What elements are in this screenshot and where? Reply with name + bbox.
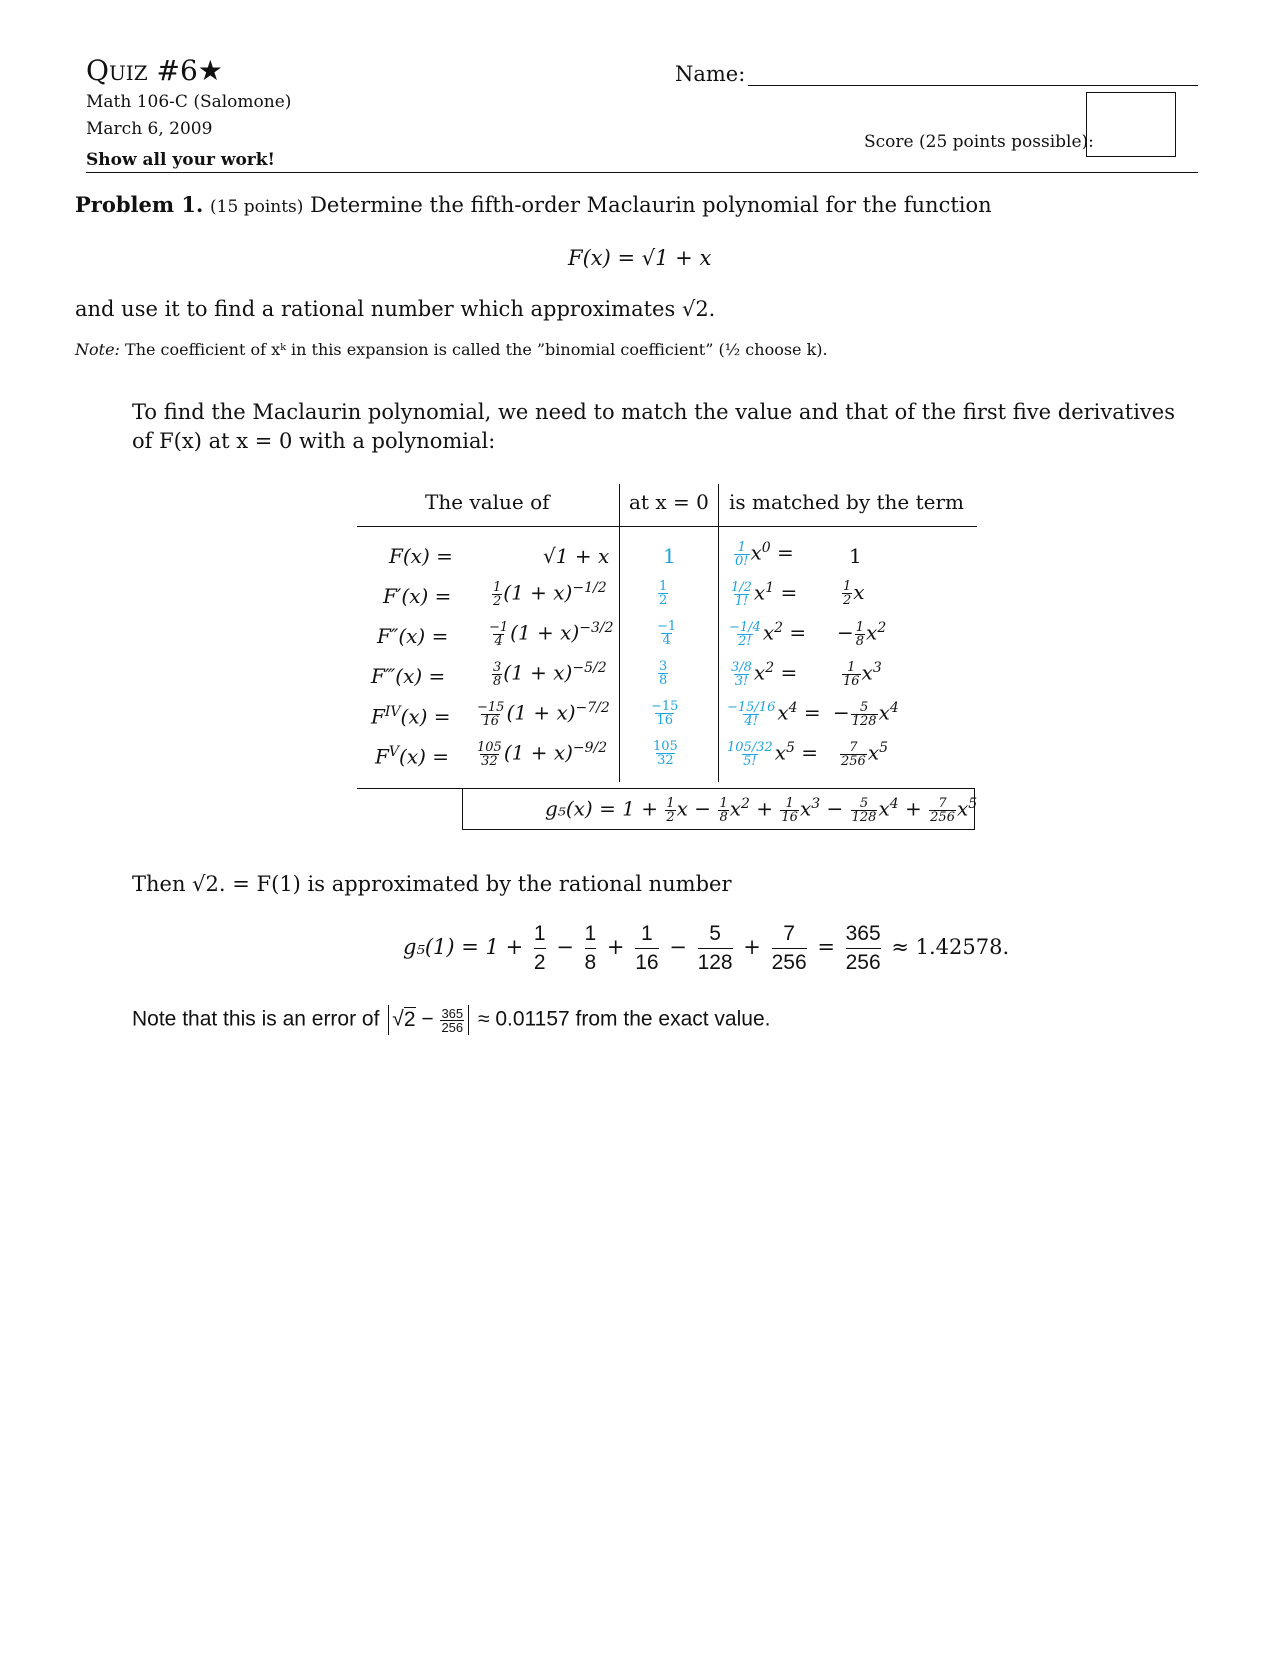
table-bottom-rule — [357, 788, 462, 789]
then-statement — [132, 872, 732, 896]
g5-coef: $\frac{1}{8}$ — [719, 795, 728, 825]
g5-coef: $\frac{7}{256}$ — [930, 795, 955, 825]
row-value — [657, 580, 669, 607]
approx-fraction: $\frac{7}{256}$ — [772, 920, 807, 977]
name-field[interactable] — [748, 85, 1198, 86]
note-prefix: Note: — [75, 340, 120, 359]
result-fraction: $\frac{5}{128}$ — [851, 699, 877, 729]
term-fraction: $\frac{-1/4}{2!}$ — [729, 619, 761, 649]
function-display — [568, 246, 711, 270]
abs-bar-left — [388, 1005, 389, 1035]
row-term: $\frac{105/32}{5!}$ $x^5$ = — [727, 739, 819, 769]
result-fraction: $\frac{1}{8}$ — [855, 619, 865, 649]
row-result: $\frac{1}{2}$ x — [843, 579, 865, 608]
note-body: The coefficient of xᵏ in this expansion is called the ”binomial coefficient” (½ choose k). — [125, 340, 828, 359]
row-fn: $F^V(x)$ = — [375, 744, 450, 769]
row-term: $\frac{1/2}{1!}$ $x^1$ = — [731, 579, 798, 609]
use-text: and use it to find a rational number which approximates — [75, 297, 676, 321]
row-term: $\frac{-1/4}{2!}$ $x^2$ = — [729, 619, 807, 649]
row-value: 1 — [663, 544, 676, 568]
approximation-equation: g₅(1) = 1 + $\frac{1}{2}$ − $\frac{1}{8}$ + $\frac{1}{16}$ − $\frac{5}{128}$ + $\frac{7}{256}$ = $\frac{365}{256}$ ≈ 1.42578. — [403, 920, 1009, 977]
term-fraction: $\frac{1}{0!}$ — [735, 539, 749, 569]
problem-statement — [75, 192, 992, 217]
term-fraction: $\frac{1/2}{1!}$ — [731, 579, 752, 609]
row-expr: $\frac{-1}{4}$ $(1 + x)^{-3/2}$ — [489, 619, 614, 649]
value-fraction: $\frac{-15}{16}$ — [651, 699, 679, 728]
result-fraction: $\frac{7}{256}$ — [841, 739, 866, 769]
problem-points: (15 points) — [210, 197, 304, 217]
error-text: Note that this is an error of — [132, 1007, 380, 1031]
approx-fraction: $\frac{365}{256}$ — [846, 920, 881, 977]
approx-statement — [75, 297, 715, 321]
then-rest: = F(1) is approximated by the rational number — [232, 872, 732, 896]
problem-text: Determine the fifth-order Maclaurin polynomial for the function — [310, 193, 992, 217]
col-header-term: is matched by the term — [729, 490, 964, 514]
function-rhs: √1 + x — [641, 246, 712, 270]
coef-fraction: $\frac{105}{32}$ — [477, 739, 502, 769]
table-header-rule — [357, 526, 977, 527]
row-fn: F(x) = — [389, 544, 453, 568]
score-box[interactable] — [1086, 92, 1176, 157]
table-divider-2 — [718, 484, 719, 782]
sqrt2-symbol: √2. — [192, 872, 226, 896]
value-fraction: $\frac{3}{8}$ — [659, 659, 668, 688]
term-fraction: $\frac{3/8}{3!}$ — [731, 659, 752, 689]
coef-fraction: $\frac{-15}{16}$ — [477, 699, 505, 729]
show-work-label: Show all your work! — [86, 150, 276, 170]
abs-bar-right — [468, 1005, 469, 1035]
value-fraction: $\frac{-1}{4}$ — [657, 619, 677, 648]
row-expr: $\frac{1}{2}$ $(1 + x)^{-1/2}$ — [493, 579, 607, 609]
approx-lhs: g₅(1) = 1 + — [403, 935, 524, 959]
value-fraction: $\frac{1}{2}$ — [659, 579, 668, 608]
table-divider-1 — [619, 484, 620, 782]
row-term: $\frac{3/8}{3!}$ $x^2$ = — [731, 659, 798, 689]
value-fraction: $\frac{105}{32}$ — [653, 739, 678, 768]
row-value — [649, 700, 680, 727]
solution-intro: To find the Maclaurin polynomial, we need to match the value and that of the first five derivatives of F(x) at x = 0 with a polynomial: — [132, 400, 1175, 453]
row-result: − $\frac{5}{128}$ $x^4$ — [833, 699, 899, 729]
approx-fraction: $\frac{1}{2}$ — [534, 920, 546, 977]
result-fraction: $\frac{1}{2}$ — [843, 579, 852, 608]
row-expr: $\frac{3}{8}$ $(1 + x)^{-5/2}$ — [493, 659, 607, 689]
score-label: Score (25 points possible): — [864, 132, 1094, 152]
derivative-table — [357, 490, 977, 835]
row-fn: F′(x) = — [383, 584, 452, 608]
date-label: March 6, 2009 — [86, 119, 213, 139]
coef-fraction: $\frac{3}{8}$ — [493, 659, 502, 689]
result-fraction: $\frac{1}{16}$ — [843, 659, 860, 689]
row-expr: √1 + x — [543, 544, 610, 568]
polynomial-result: g₅(x) = 1 + $\frac{1}{2}$ x − $\frac{1}{8}$ $x^2$ + $\frac{1}{16}$ $x^3$ − $\frac{5}{128}$ $x^4$ + $\frac{7}{256}$ $x^5$ — [545, 795, 978, 825]
approx-fraction: $\frac{5}{128}$ — [698, 920, 733, 977]
g5-coef: $\frac{1}{2}$ — [666, 795, 675, 825]
row-result: $\frac{1}{16}$ $x^3$ — [843, 659, 882, 689]
row-result: − $\frac{1}{8}$ $x^2$ — [837, 619, 887, 649]
col-header-value: The value of — [425, 490, 550, 514]
sqrt2-text: √2. — [681, 297, 716, 321]
sqrt2-in-error: √2 — [392, 1007, 416, 1031]
row-value — [657, 660, 669, 687]
error-value: ≈ 0.01157 from the exact value. — [478, 1007, 771, 1031]
coef-fraction: $\frac{1}{2}$ — [493, 579, 502, 609]
approx-result: ≈ 1.42578. — [891, 935, 1010, 959]
then-word: Then — [132, 872, 186, 896]
g5-coef: $\frac{5}{128}$ — [851, 795, 877, 825]
quiz-title: Quiz #6★ — [86, 54, 223, 87]
error-note: Note that this is an error of √2 − $\frac{365}{256}$ ≈ 0.01157 from the exact value. — [132, 1005, 771, 1035]
approx-fraction: $\frac{1}{16}$ — [635, 920, 658, 977]
approx-fraction: $\frac{1}{8}$ — [585, 920, 597, 977]
binomial-note — [75, 340, 828, 359]
error-fraction: $\frac{365}{256}$ — [441, 1005, 464, 1035]
row-result: $\frac{7}{256}$ $x^5$ — [841, 739, 889, 769]
col-header-at-zero: at x = 0 — [629, 490, 709, 514]
row-result: 1 — [849, 544, 862, 568]
course-label: Math 106-C (Salomone) — [86, 92, 292, 112]
row-fn: F‴(x) = — [371, 664, 446, 688]
row-term: $\frac{-15/16}{4!}$ $x^4$ = — [727, 699, 821, 729]
term-fraction: $\frac{-15/16}{4!}$ — [727, 699, 776, 729]
term-fraction: $\frac{105/32}{5!}$ — [727, 739, 773, 769]
g5-coef: $\frac{1}{16}$ — [781, 795, 798, 825]
row-value — [655, 620, 678, 647]
row-term: $\frac{1}{0!}$ $x^0$ = — [735, 539, 794, 569]
header-divider — [86, 172, 1198, 173]
function-lhs: F(x) = — [568, 246, 636, 270]
row-fn: F″(x) = — [377, 624, 449, 648]
name-label: Name: — [675, 62, 746, 86]
row-value — [651, 740, 680, 767]
row-expr: $\frac{105}{32}$ $(1 + x)^{-9/2}$ — [477, 739, 608, 769]
row-expr: $\frac{-15}{16}$ $(1 + x)^{-7/2}$ — [477, 699, 610, 729]
coef-fraction: $\frac{-1}{4}$ — [489, 619, 509, 649]
problem-label: Problem 1. — [75, 192, 204, 217]
row-fn: $F^{IV}(x)$ = — [371, 704, 451, 729]
